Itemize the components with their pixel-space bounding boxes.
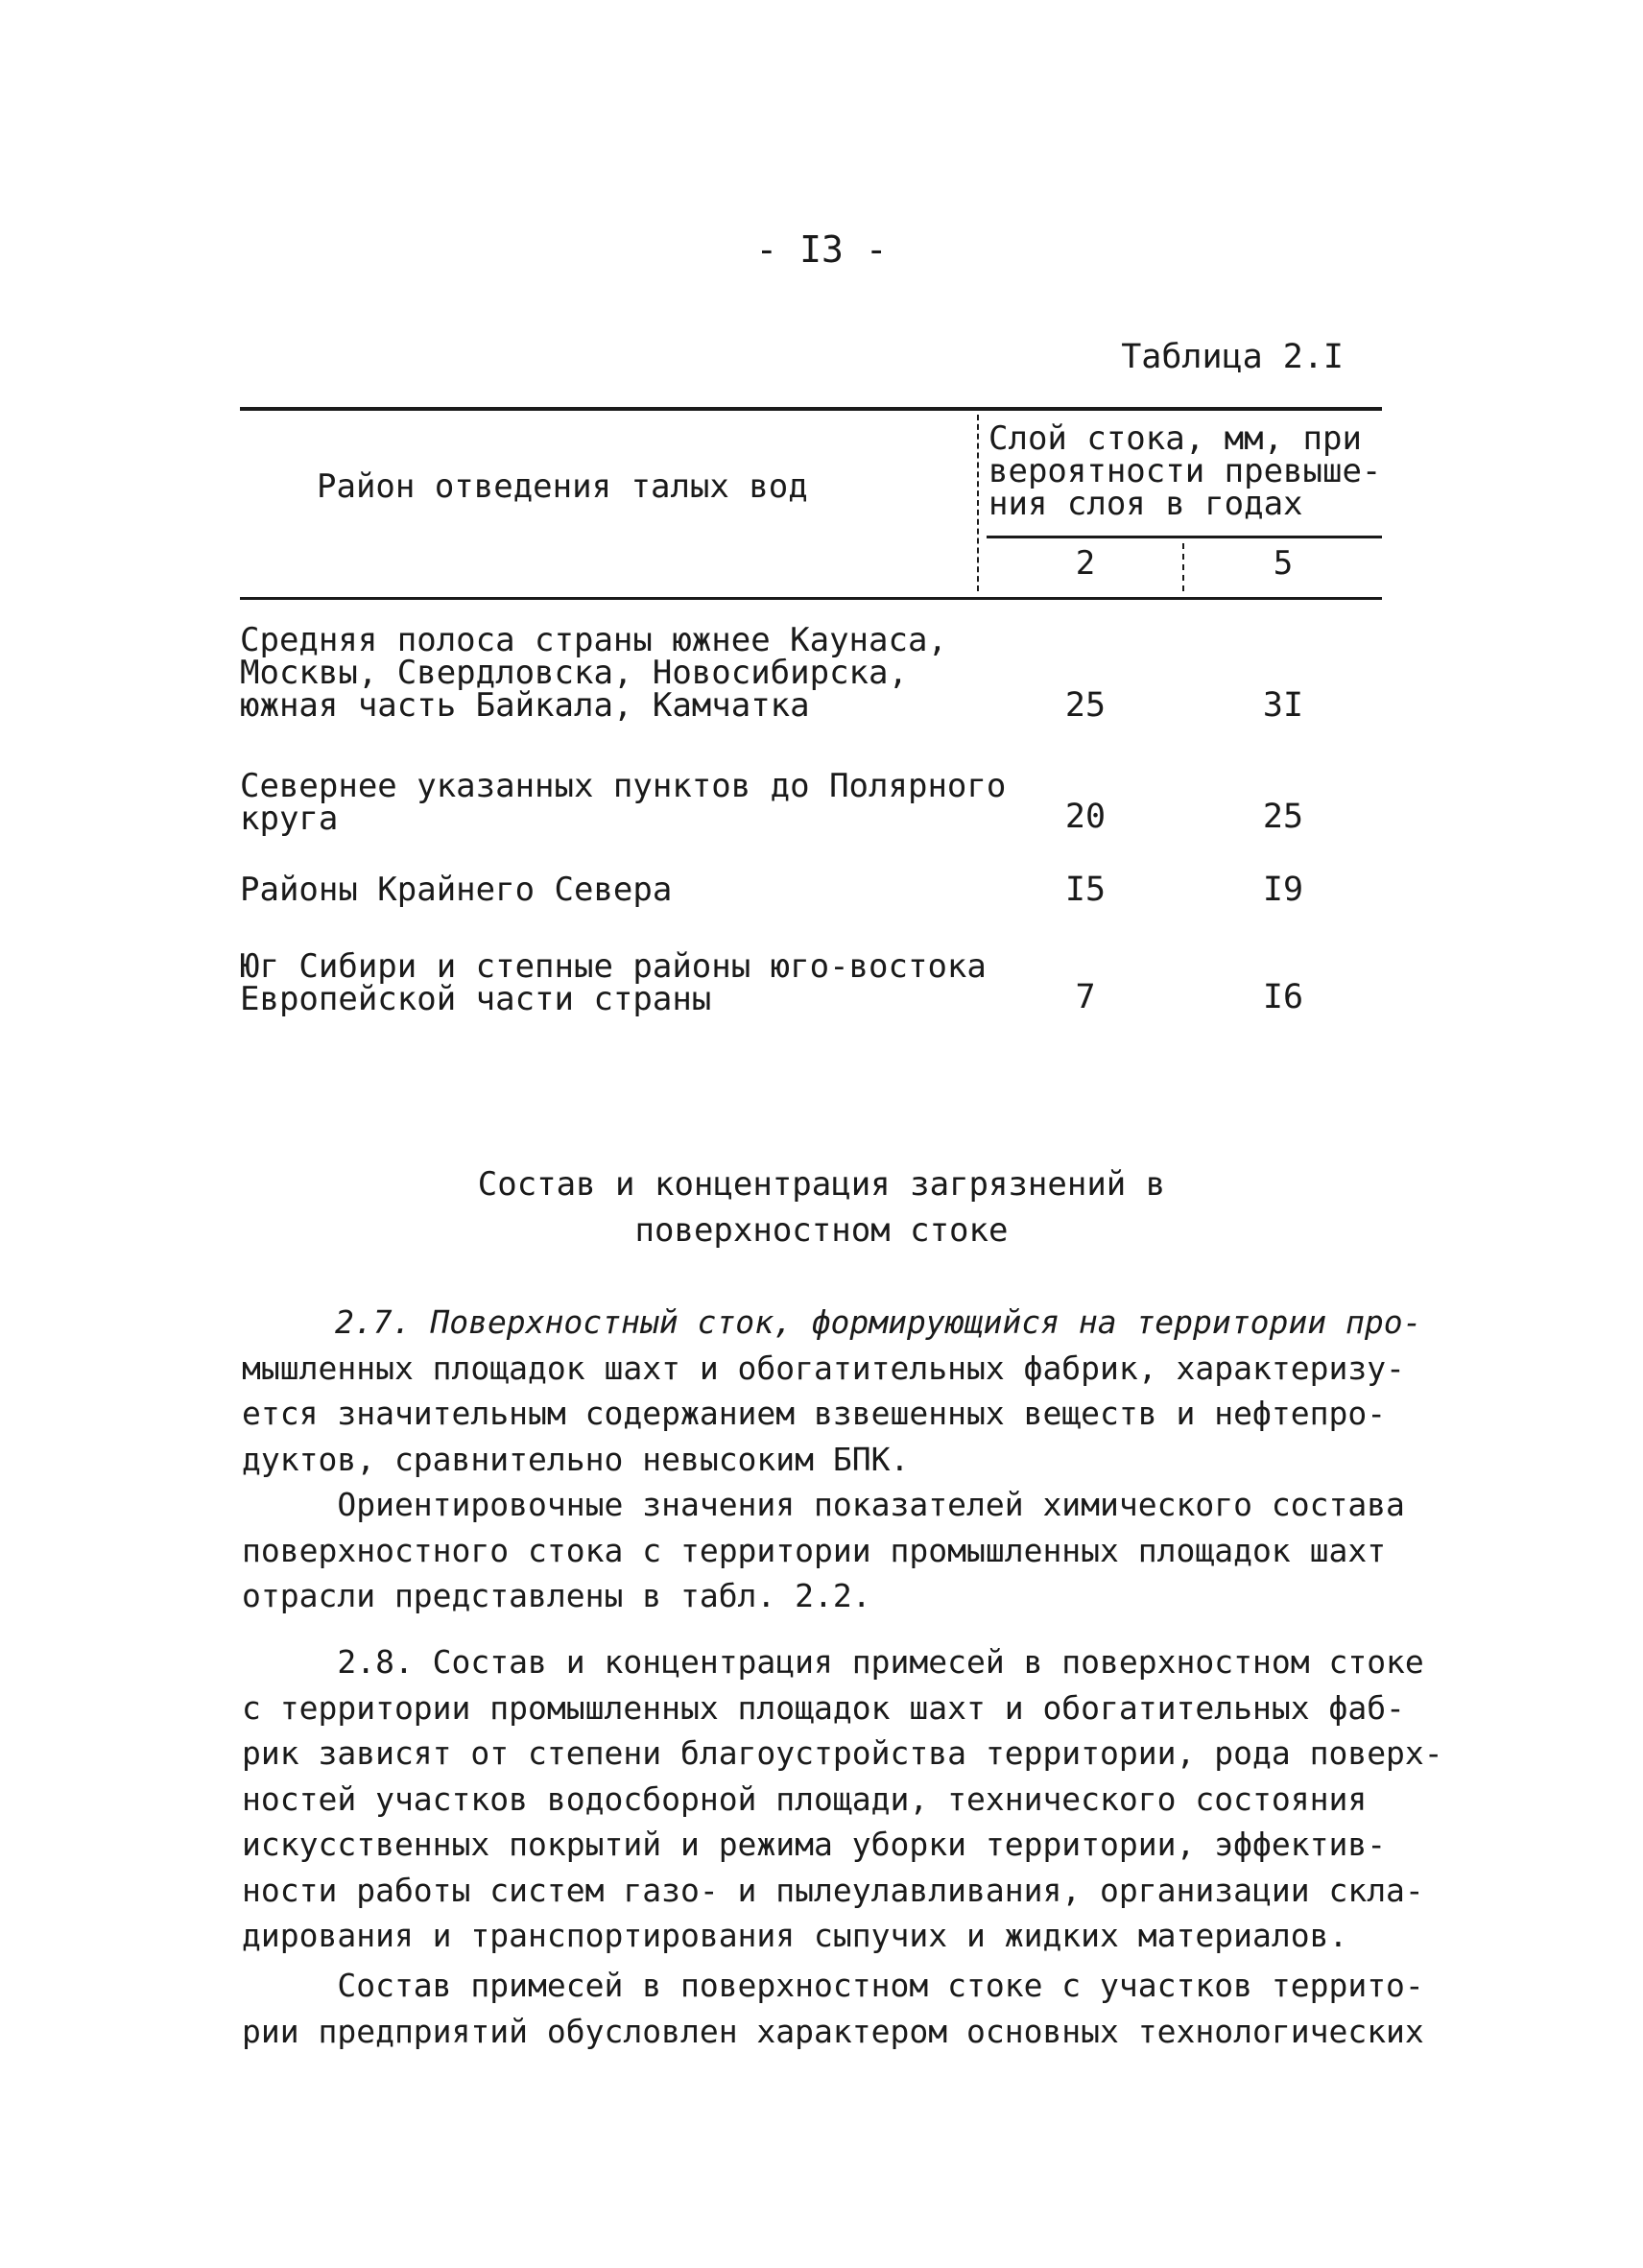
table-header-subrule [987, 536, 1382, 538]
table-cell-value-2: I5 [1064, 871, 1107, 909]
table-cell-value-2: 20 [1064, 798, 1107, 836]
table-header-bottom-rule [240, 597, 1382, 600]
table-cell-region: Севернее указанных пунктов до Полярного круга [240, 767, 1007, 838]
paragraph-2-7 [242, 1300, 1422, 1482]
paragraph-2-8-continued: Состав примесей в поверхностном стоке с участков террито- рии предприятий обусловлен характером основных технологических [242, 1967, 1424, 2050]
table-cell-region: Районы Крайнего Севера [240, 871, 673, 909]
table-cell-value-5: I6 [1262, 978, 1304, 1016]
paragraph-2-7-lead: 2.7. Поверхностный сток, формирующийся на территории про- [335, 1303, 1422, 1341]
table-header-col-5: 5 [1273, 544, 1294, 583]
paragraph-2-7-body: мышленных площадок шахт и обогатительных фабрик, характеризу- ется значительным содержанием взвешенных веществ и нефтепро- дуктов, сравнительно невысоким БПК. [242, 1349, 1405, 1478]
table-top-rule [240, 407, 1382, 411]
table-caption: Таблица 2.I [1121, 338, 1344, 376]
table-header-runoff-layer: Слой стока, мм, при вероятности превыше- ния слоя в годах [988, 419, 1382, 523]
section-heading: Состав и концентрация загрязнений в поверхностном стоке [477, 1165, 1166, 1250]
table-cell-value-2: 25 [1064, 686, 1107, 725]
table-header-col-2: 2 [1075, 544, 1096, 583]
table-column-divider [977, 415, 979, 591]
table-header-region: Район отведения талых вод [317, 467, 808, 506]
table-cell-value-5: I9 [1262, 871, 1304, 909]
table-cell-value-5: 3I [1262, 686, 1304, 725]
table-cell-value-5: 25 [1262, 798, 1304, 836]
table-cell-value-2: 7 [1075, 978, 1096, 1016]
paragraph-2-7-continued: Ориентировочные значения показателей химического состава поверхностного стока с территории промышленных площадок шахт отрасли представлены в табл. 2.2. [242, 1486, 1405, 1614]
table-cell-region: Юг Сибири и степные районы юго-востока Европейской части страны [240, 947, 987, 1018]
table-cell-region: Средняя полоса страны южнее Каунаса, Москвы, Свердловска, Новосибирска, южная часть Байкала, Камчатка [240, 621, 947, 725]
paragraph-2-8: 2.8. Состав и концентрация примесей в поверхностном стоке с территории промышленных площадок шахт и обогатительных фаб- рик зависят от степени благоустройства территории, рода поверх- ностей участков водосборной площади, технического состояния искусственных покрытий и режима уборки территории, эффектив- ности работы систем газо- и пылеулавливания, организации скла- дирования и транспортирования сыпучих и жидких материалов. [242, 1643, 1443, 1954]
page-number: - I3 - [755, 228, 888, 271]
